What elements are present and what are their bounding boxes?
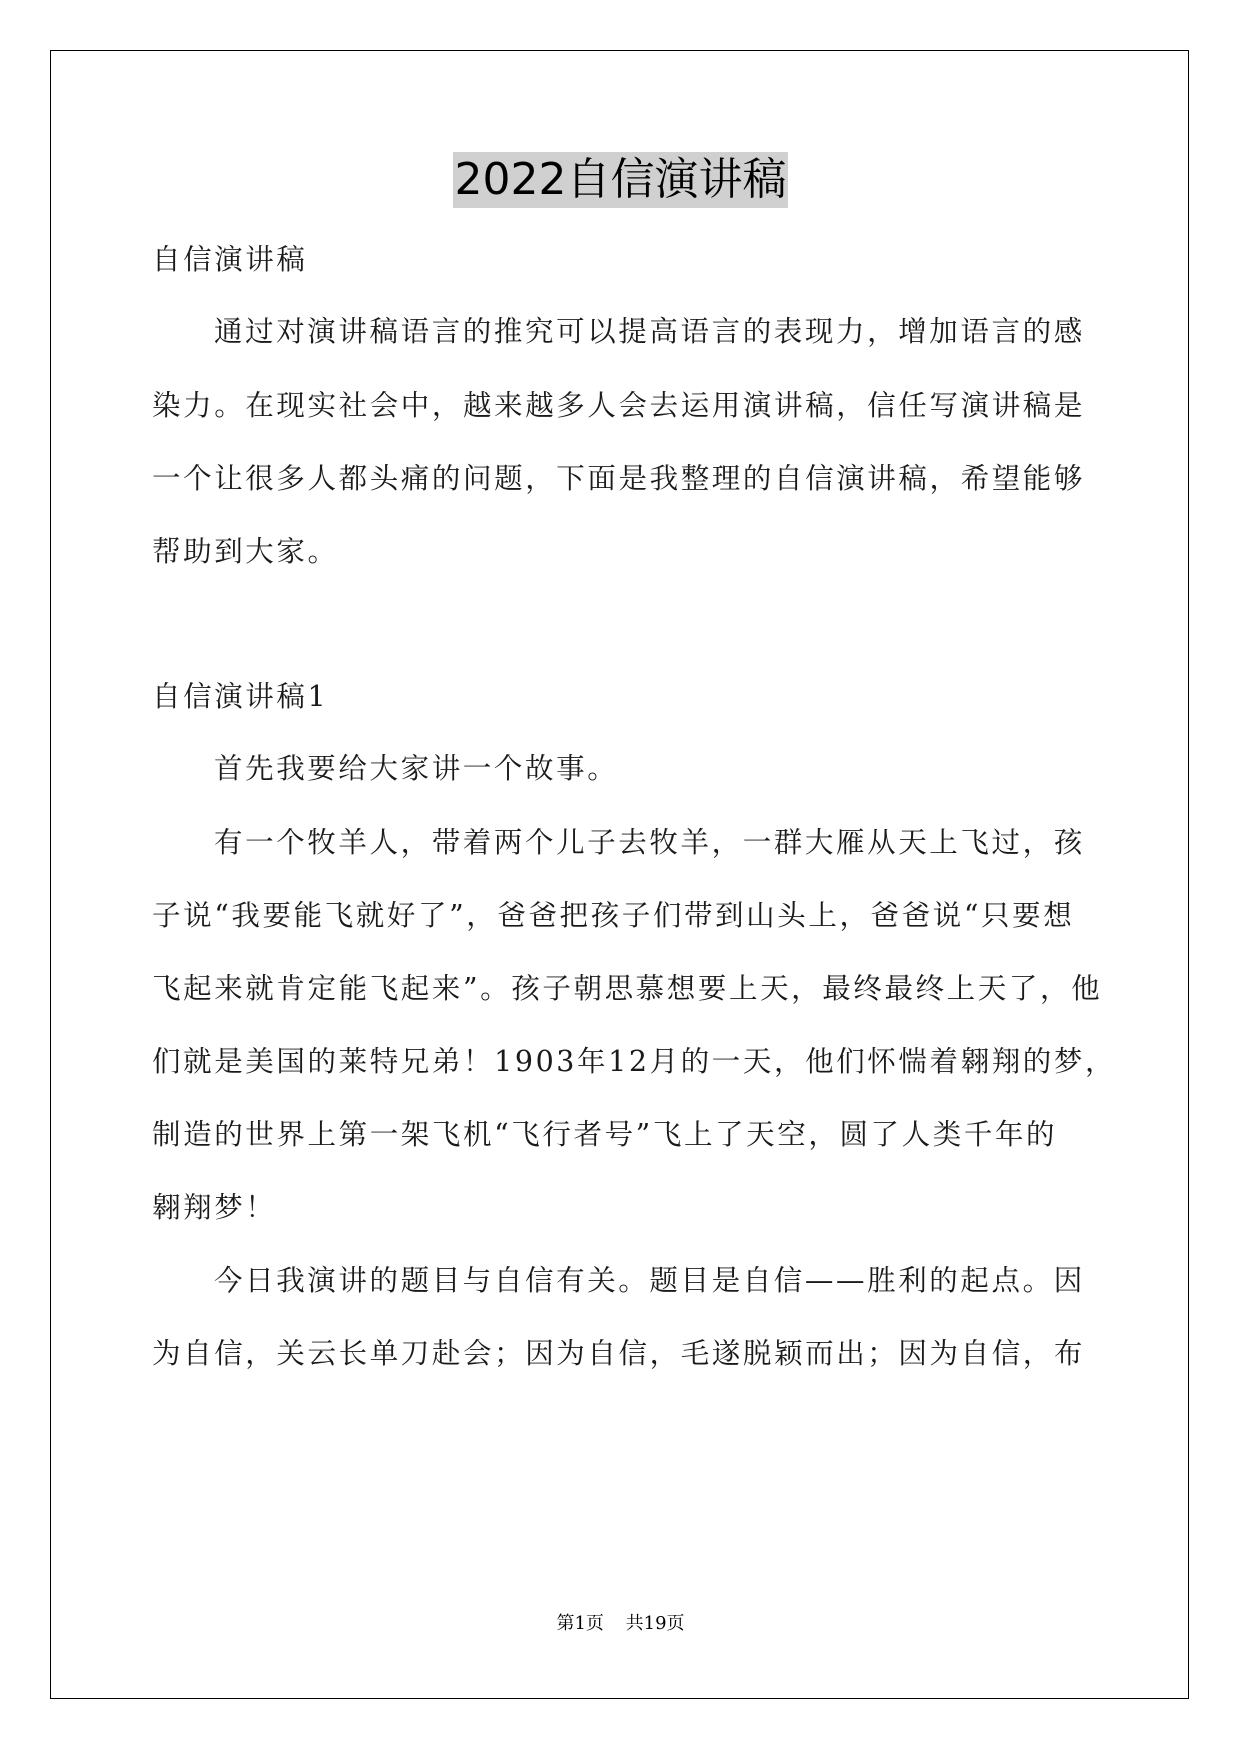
section-heading: 自信演讲稿1 (152, 680, 329, 713)
paragraph-line: 有一个牧羊人，带着两个儿子去牧羊，一群大雁从天上飞过，孩 (214, 826, 1085, 859)
title-block (0, 152, 1241, 208)
page-footer (0, 1612, 1241, 1636)
paragraph-line: 首先我要给大家讲一个故事。 (214, 752, 619, 785)
document-title: 2022自信演讲稿 (453, 152, 789, 208)
paragraph-line: 今日我演讲的题目与自信有关。题目是自信——胜利的起点。因 (214, 1264, 1085, 1297)
paragraph-line: 翱翔梦！ (152, 1191, 277, 1224)
page-total: 共19页 (625, 1613, 685, 1634)
paragraph-line: 子说“我要能飞就好了”，爸爸把孩子们带到山头上，爸爸说“只要想 (152, 899, 1075, 932)
section-heading: 自信演讲稿 (152, 243, 308, 276)
paragraph-line: 制造的世界上第一架飞机“飞行者号”飞上了天空，圆了人类千年的 (152, 1118, 1058, 1151)
paragraph-line: 一个让很多人都头痛的问题，下面是我整理的自信演讲稿，希望能够 (152, 462, 1086, 495)
paragraph-line: 为自信，关云长单刀赴会；因为自信，毛遂脱颖而出；因为自信，布 (152, 1337, 1086, 1370)
paragraph-line: 帮助到大家。 (152, 535, 339, 568)
page-number: 第1页 (556, 1613, 604, 1634)
paragraph-line: 染力。在现实社会中，越来越多人会去运用演讲稿，信任写演讲稿是 (152, 389, 1086, 422)
paragraph-line: 通过对演讲稿语言的推究可以提高语言的表现力，增加语言的感 (214, 315, 1085, 348)
paragraph-line: 飞起来就肯定能飞起来”。孩子朝思慕想要上天，最终最终上天了，他 (152, 972, 1103, 1005)
paragraph-line: 们就是美国的莱特兄弟！1903年12月的一天，他们怀惴着翱翔的梦， (152, 1045, 1117, 1078)
page-border (50, 50, 1189, 1699)
